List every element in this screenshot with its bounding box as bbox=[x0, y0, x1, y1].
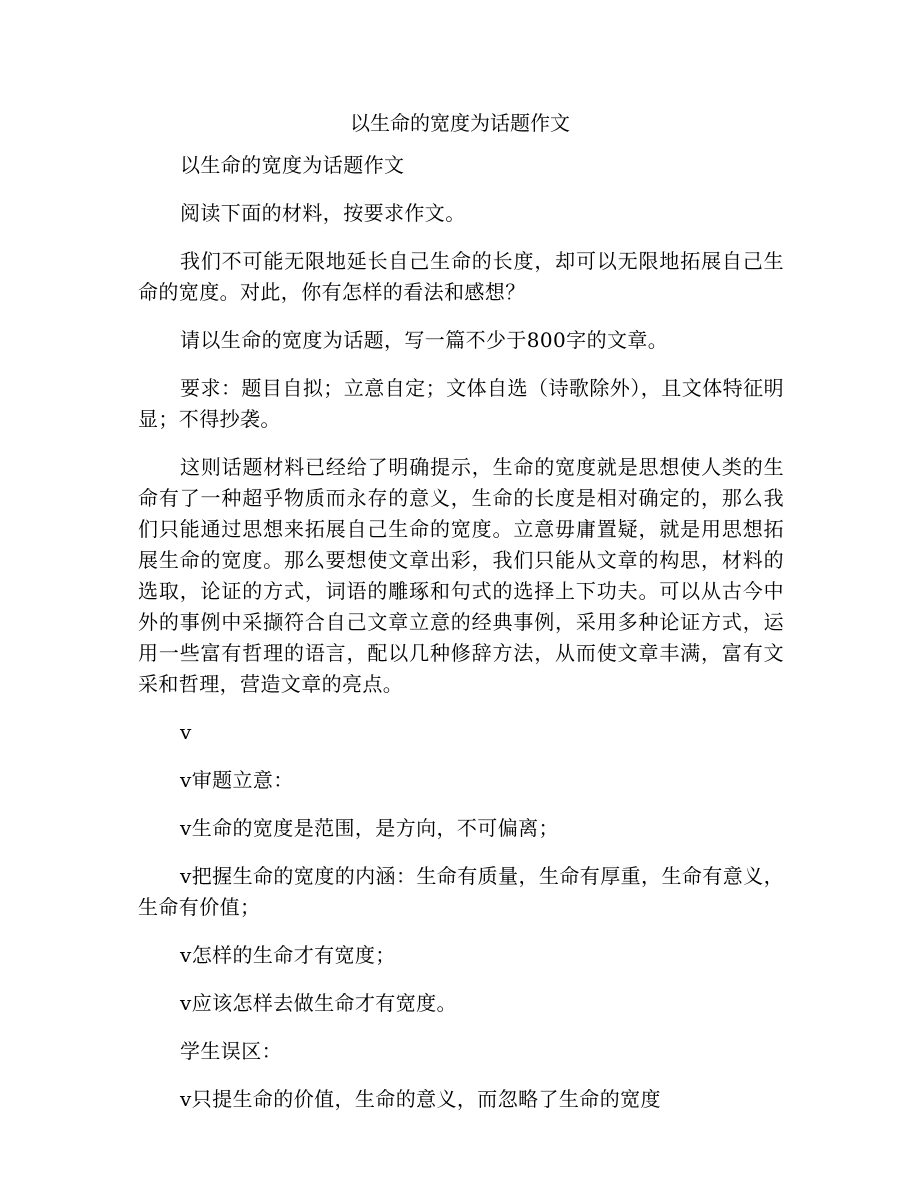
paragraph-bullet-marker: v bbox=[180, 720, 192, 744]
paragraph-bullet-what: v怎样的生命才有宽度； bbox=[180, 943, 396, 967]
paragraph-requirements: 要求：题目自拟；立意自定；文体自选（诗歌除外），且文体特征明显；不得抄袭。 bbox=[138, 376, 784, 431]
paragraph-student-errors: 学生误区： bbox=[180, 1039, 282, 1063]
paragraph-instruction: 阅读下面的材料，按要求作文。 bbox=[180, 201, 466, 225]
paragraph-bullet-how: v应该怎样去做生命才有宽度。 bbox=[180, 991, 457, 1015]
paragraph-topic-intent: v审题立意： bbox=[180, 768, 294, 792]
paragraph-analysis: 这则话题材料已经给了明确提示，生命的宽度就是思想使人类的生命有了一种超乎物质而永存的意义，生命的长度是相对确定的，那么我们只能通过思想来拓展自己生命的宽度。立意毋庸置疑，就是用思想拓展生命的宽度。那么要想使文章出彩，我们只能从文章的构思，材料的选取，论证的方式，词语的雕琢和句式的选择上下功夫。可以从古今中外的事例中采撷符合自己文章立意的经典事例，采用多种论证方式，运用一些富有哲理的语言，配以几种修辞方法，从而使文章丰满，富有文采和哲理，营造文章的亮点。 bbox=[138, 455, 784, 696]
document-body bbox=[138, 150, 784, 1132]
paragraph-bullet-meaning: v把握生命的宽度的内涵：生命有质量，生命有厚重，生命有意义，生命有价值； bbox=[138, 864, 784, 919]
paragraph-heading: 以生命的宽度为话题作文 bbox=[180, 153, 405, 177]
paragraph-task: 请以生命的宽度为话题，写一篇不少于800字的文章。 bbox=[180, 328, 669, 352]
paragraph-bullet-scope: v生命的宽度是范围，是方向，不可偏离； bbox=[180, 816, 559, 840]
paragraph-bullet-error: v只提生命的价值，生命的意义，而忽略了生命的宽度 bbox=[180, 1087, 661, 1111]
document-title: 以生命的宽度为话题作文 bbox=[350, 111, 570, 135]
paragraph-material: 我们不可能无限地延长自己生命的长度，却可以无限地拓展自己生命的宽度。对此，你有怎样的看法和感想？ bbox=[138, 249, 784, 304]
